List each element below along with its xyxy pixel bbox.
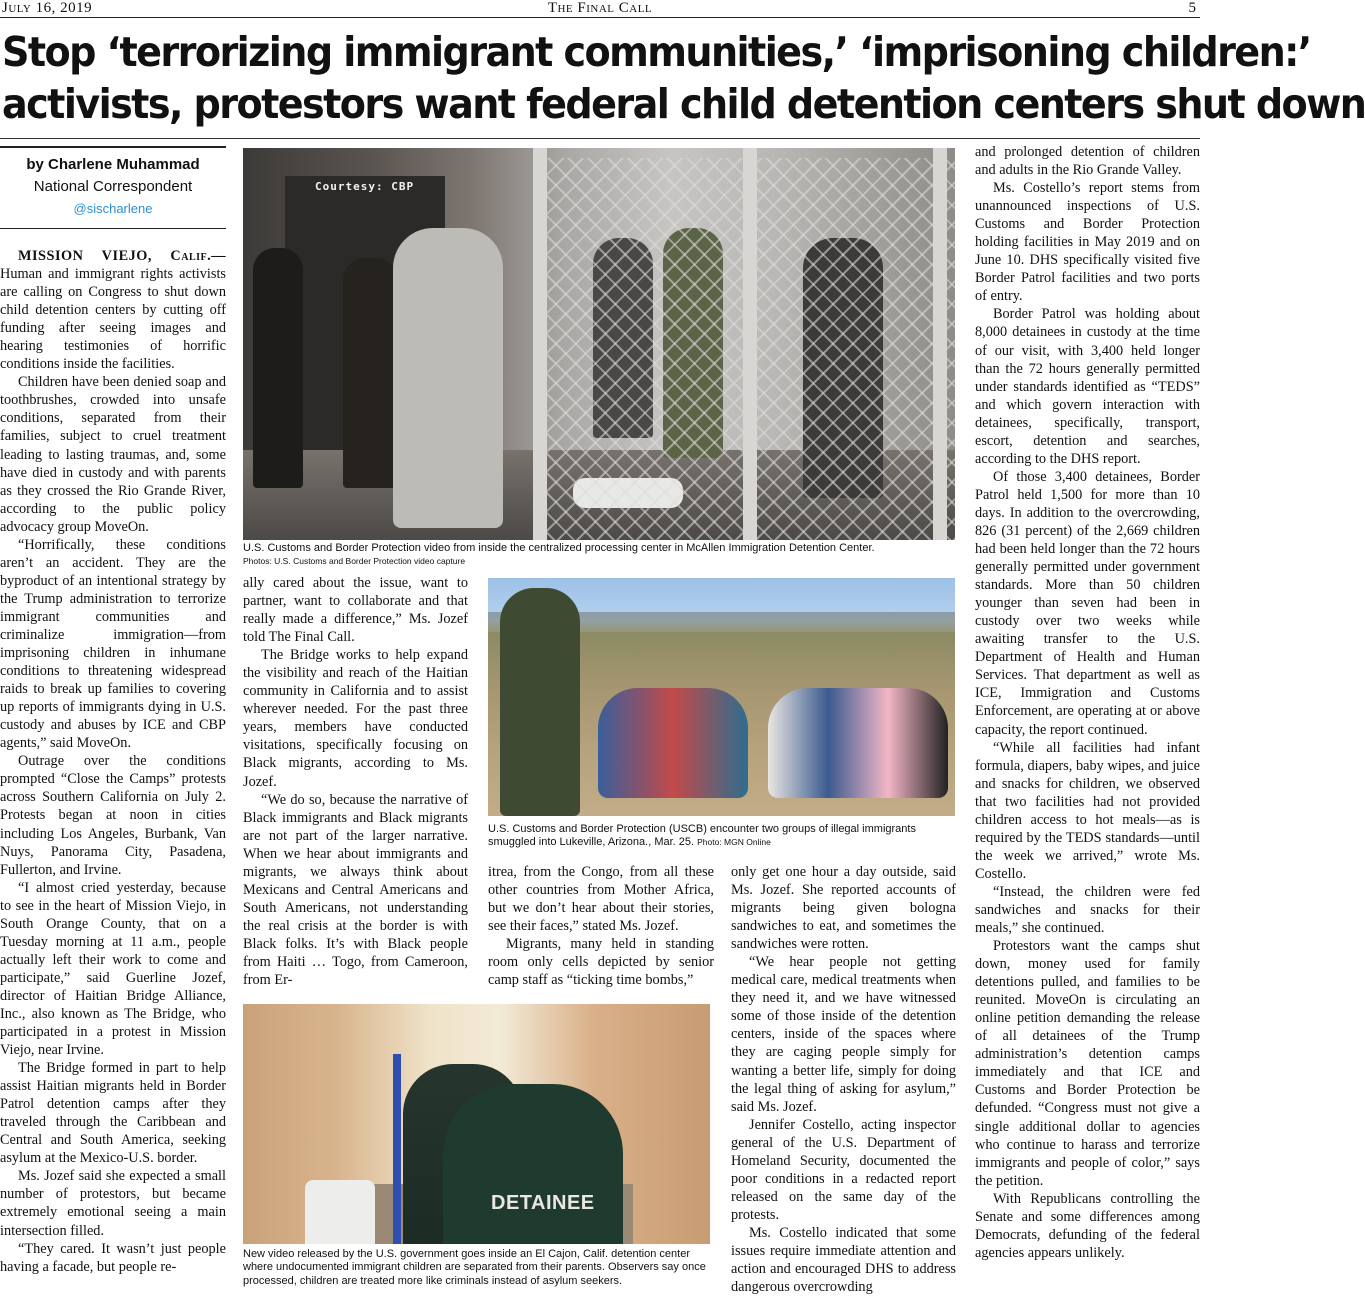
photo-officer-figure: [393, 228, 503, 528]
paragraph: “We do so, because the narrative of Black immigrants and Black migrants are not part of the larger narrative. When we hear about immigrants and migrants, we always think about Mexicans and Central Americans and South Americans, not understanding the real crisis at the border is with Black folks. It’s with Black people from Haiti … Togo, from Cameroon, from Er-: [243, 791, 468, 989]
issue-date: July 16, 2019: [2, 0, 93, 16]
page-number: 5: [1188, 0, 1196, 16]
paragraph: Of those 3,400 detainees, Border Patrol held 1,500 for more than 10 days. In addition to the overcrowding, 826 (31 percent) of the 2,669 children had been held longer than the 72 hours generally permitted under government standards. More than 50 children younger than seven had been in custody over two weeks while awaiting transfer to the U.S. Department of Health and Human Services. That department as well as ICE, Immigration and Customs Enforcement, are operating at or above capacity, the report continued.: [975, 468, 1200, 738]
byline-box: [0, 146, 226, 229]
photo-detainee-label: DETAINEE: [491, 1192, 595, 1214]
photo-credit: Photo: MGN Online: [697, 837, 771, 848]
paragraph: Ms. Jozef said she expected a small number of protestors, but became extremely emotional seeing a main intersection filled.: [0, 1168, 226, 1239]
paragraph: Outrage over the conditions prompted “Close the Camps” protests across Southern California on July 2. Protests began at noon in cities including Los Angeles, Burbank, Van Nuys, Panorama City, Pasadena, Fullerton, and Irvine.: [0, 753, 226, 878]
headline-line-1: Stop ‘terrorizing immigrant communities,’ ‘imprisoning children:’: [2, 28, 1311, 76]
paragraph: Human and immigrant rights activists are calling on Congress to shut down child detention centers by cutting off funding after seeing images and hearing testimonies of horrific conditions inside the facilities.: [0, 266, 226, 373]
caption-text: U.S. Customs and Border Protection video from inside the centralized processing center in McAllen Immigration Detention Center.: [243, 542, 875, 554]
photo-agent-figure: [500, 588, 580, 816]
paper-name: The Final Call: [547, 0, 653, 16]
author-role: National Correspondent: [33, 178, 193, 195]
paragraph: Protestors want the camps shut down, money used for family detentions pulled, and families to be reunited. MoveOn is circulating an online petition demanding the release of all detainees of the Trump administration’s detention camps immediately and that ICE and Customs and Border Protection be defunded. “Congress must not give a single additional dollar to agencies who continue to harass and terrorize immigrants and people of color,” says the petition.: [975, 938, 1200, 1189]
photo-figure: [343, 258, 398, 488]
photo-courtesy-overlay: Courtesy: CBP: [315, 180, 415, 193]
paragraph: only get one hour a day outside, said Ms. Jozef. She reported accounts of migrants being given bologna sandwiches to eat, and sometimes the sandwiches were rotten.: [731, 864, 956, 953]
article-column-5: [975, 143, 1200, 1262]
article-column-4: [731, 863, 956, 1296]
paragraph: With Republicans controlling the Senate and some differences among Democrats, defunding of the federal agencies appears unlikely.: [975, 1190, 1200, 1261]
hallway-photo-caption: New video released by the U.S. government goes inside an El Cajon, Calif. detention center where undocumented immigrant children are separated from their parents. Observers say once processed, children are treated more like criminals instead of asylum seekers.: [243, 1248, 706, 1287]
paragraph: Migrants, many held in standing room only cells depicted by senior camp staff as “ticking time bombs,”: [488, 936, 714, 989]
dateline: MISSION VIEJO, Calif.—: [18, 248, 226, 264]
author-twitter-link[interactable]: @sischarlene: [73, 201, 153, 216]
headline-line-2: activists, protestors want federal child detention centers shut down: [2, 80, 1365, 128]
detention-hallway-photo: [243, 1004, 710, 1244]
masthead: [0, 0, 1200, 18]
author-name: by Charlene Muhammad: [26, 156, 200, 173]
paragraph: “They cared. It wasn’t just people having a facade, but people re-: [0, 1240, 226, 1275]
paragraph: itrea, from the Congo, from all these other countries from Mother Africa, but we don’t hear about their stories, see their faces,” stated Ms. Jozef.: [488, 864, 714, 935]
paragraph: Jennifer Costello, acting inspector general of the U.S. Department of Homeland Security, documented the poor conditions in a redacted report released on the same day of the protests.: [731, 1116, 956, 1223]
photo-fence-post: [533, 148, 547, 540]
paragraph: “I almost cried yesterday, because to see in the heart of Mission Viejo, in South Orange County, that on a Tuesday morning at 11 a.m., people actually left their work to come and participate,” said Guerline Jozef, director of Haitian Bridge Alliance, Inc., also known as The Bridge, who participated in a protest in Mission Viejo, near Irvine.: [0, 879, 226, 1059]
article-headline: [2, 26, 1365, 130]
photo-migrant-group: [598, 688, 748, 798]
paragraph: Children have been denied soap and toothbrushes, crowded into unsafe conditions, separated from their families, subject to cruel treatment leading to lasting traumas, and, some have died in custody and with parents as they crossed the Rio Grande River, according to the public policy advocacy group MoveOn.: [0, 374, 226, 535]
detention-cage-photo: [243, 148, 955, 540]
headline-rule: [0, 138, 1200, 139]
article-column-3: [488, 863, 714, 989]
paragraph: “Instead, the children were fed sandwiches and snacks for their meals,” she continued.: [975, 883, 1200, 937]
caption-text: U.S. Customs and Border Protection (USCB) encounter two groups of illegal immigrants smuggled into Lukeville, Arizona., Mar. 25.: [488, 823, 916, 849]
cage-photo-caption: [243, 542, 955, 569]
photo-bottles: [305, 1180, 375, 1244]
paragraph: “Horrifically, these conditions aren’t an accident. They are the byproduct of an intentional strategy by the Trump administration to terrorize immigrant communities and criminalize immigration—from imprisoning children in inhumane conditions to threatening widespread raids to break up families to covering up reports of immigrants dying in U.S. custody and abuses by ICE and CBP agents,” said MoveOn.: [0, 536, 226, 752]
paragraph: The Bridge formed in part to help assist Haitian migrants held in Border Patrol detention camps after they traveled through the Caribbean and Central and South America, seeking asylum at the Mexico-U.S. border.: [0, 1060, 226, 1167]
paragraph: ally cared about the issue, want to partner, want to collaborate and that really made a difference,” Ms. Jozef told The Final Call.: [243, 575, 468, 646]
photo-figure: [253, 248, 303, 488]
paragraph: “We hear people not getting medical care, medical treatments when they need it, and we have witnessed some of those inside of the detention centers, inside of the spaces where they are caging people simply for wanting a better life, simply for doing the legal thing of asking for asylum,” said Ms. Jozef.: [731, 954, 956, 1115]
photo-fence-post: [743, 148, 757, 540]
paragraph: The Bridge works to help expand the visibility and reach of the Haitian community in California and to assist wherever needed. For the past three years, members have conducted visitations, specifically focusing on Black migrants, according to Ms. Jozef.: [243, 647, 468, 790]
desert-encounter-photo: [488, 578, 955, 816]
desert-photo-caption: [488, 823, 955, 850]
photo-credit: Photos: U.S. Customs and Border Protection video capture: [243, 556, 466, 567]
paragraph: “While all facilities had infant formula, diapers, baby wipes, and juice and snacks for children, we observed that two facilities had not provided children access to hot meals—as is required by the TEDS standards—until the week we arrived,” wrote Ms. Costello.: [975, 739, 1200, 882]
paragraph: Border Patrol was holding about 8,000 detainees in custody at the time of our visit, with 3,400 held longer than the 72 hours generally permitted under standards identified as “TEDS” and which govern interaction with detainees, specifically, transport, escort, detention and searches, according to the DHS report.: [975, 306, 1200, 467]
paragraph: and prolonged detention of children and adults in the Rio Grande Valley.: [975, 144, 1200, 179]
paragraph: Ms. Costello’s report stems from unannounced inspections of U.S. Customs and Border Protection holding facilities in May 2019 and on June 10. DHS specifically visited five Border Patrol facilities and two ports of entry.: [975, 180, 1200, 305]
article-column-1: [0, 247, 226, 1276]
photo-broom: [393, 1054, 401, 1244]
article-column-2: [243, 574, 468, 989]
photo-detainee-back: [443, 1084, 623, 1244]
photo-migrant-group: [768, 688, 948, 798]
photo-fence-post: [933, 148, 947, 540]
paragraph: Ms. Costello indicated that some issues require immediate attention and action and encouraged DHS to address dangerous overcrowding: [731, 1224, 956, 1296]
